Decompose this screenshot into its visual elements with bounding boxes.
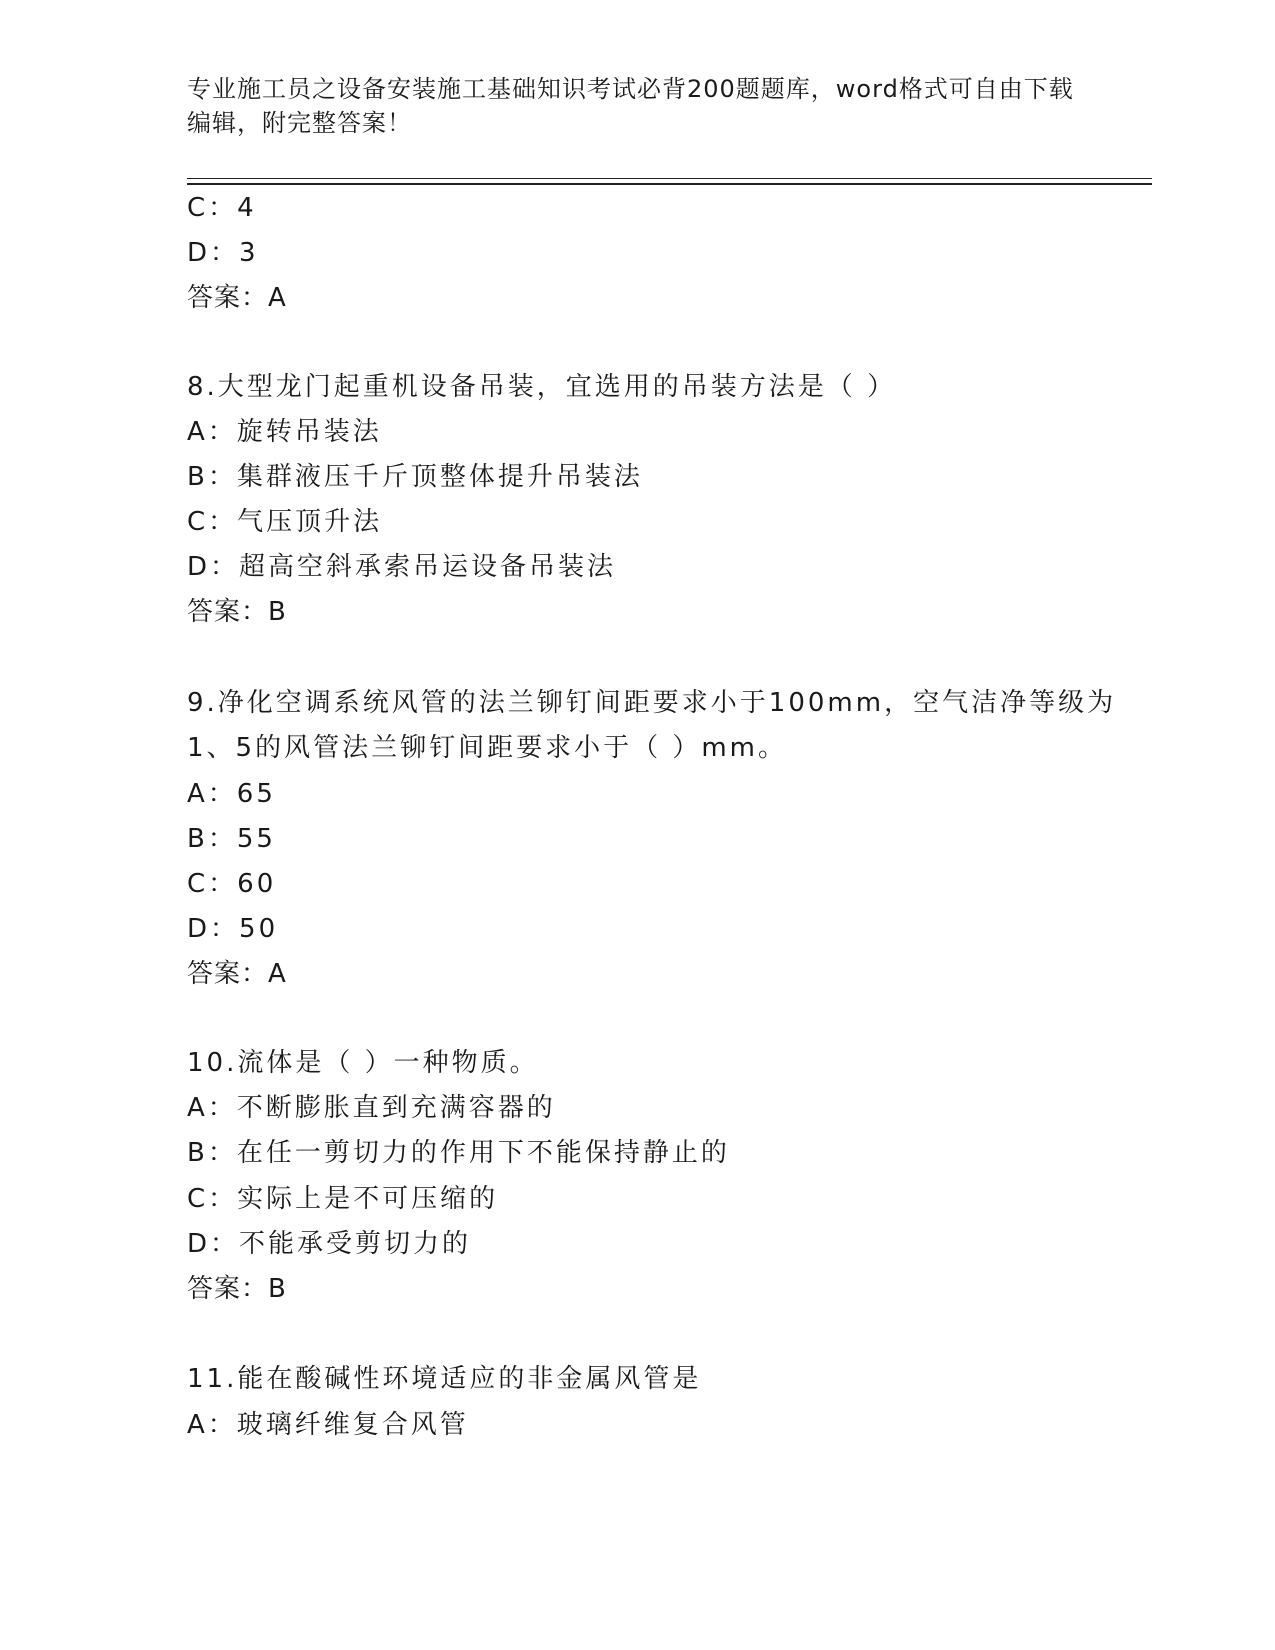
q10-option-a: A：不断膨胀直到充满容器的 [187,1093,556,1123]
q7-option-d: D：3 [187,238,259,268]
q8-option-a: A：旋转吊装法 [187,417,382,447]
q9-option-c: C：60 [187,869,277,899]
q11-option-a: A：玻璃纤维复合风管 [187,1410,469,1440]
answer-label: 答案： [187,1274,269,1304]
q9-answer [187,958,287,990]
q9-option-a: A：65 [187,779,276,809]
answer-value: B [268,597,287,627]
q9-option-d: D：50 [187,914,279,944]
q9-question-line-2: 1、5的风管法兰铆钉间距要求小于（ ）mm。 [187,733,788,763]
q10-question: 10.流体是（ ）一种物质。 [187,1048,539,1078]
answer-label: 答案： [187,597,269,627]
q8-option-b: B：集群液压千斤顶整体提升吊装法 [187,462,643,492]
q8-question: 8.大型龙门起重机设备吊装，宜选用的吊装方法是（ ） [187,372,897,402]
q7-option-c: C：4 [187,193,257,223]
answer-value: B [268,1274,287,1304]
q9-option-b: B：55 [187,824,276,854]
q8-option-c: C：气压顶升法 [187,507,383,537]
header-line-2: 编辑，附完整答案！ [187,109,412,137]
q10-answer [187,1273,287,1305]
header-rule-thin [187,178,1152,179]
header-rule-thick [187,183,1152,185]
q8-option-d: D：超高空斜承索吊运设备吊装法 [187,552,617,582]
q11-question: 11.能在酸碱性环境适应的非金属风管是 [187,1364,702,1394]
answer-label: 答案： [187,959,269,989]
q7-answer [187,282,287,314]
q10-option-c: C：实际上是不可压缩的 [187,1184,499,1214]
q8-answer [187,596,287,628]
q9-question-line-1: 9.净化空调系统风管的法兰铆钉间距要求小于100mm，空气洁净等级为 [187,688,1117,718]
document-header [187,72,1087,140]
q10-option-d: D：不能承受剪切力的 [187,1229,472,1259]
header-line-1: 专业施工员之设备安装施工基础知识考试必背200题题库，word格式可自由下载 [187,75,1074,103]
answer-value: A [268,959,287,989]
answer-value: A [268,283,287,313]
answer-label: 答案： [187,283,269,313]
q10-option-b: B：在任一剪切力的作用下不能保持静止的 [187,1138,730,1168]
